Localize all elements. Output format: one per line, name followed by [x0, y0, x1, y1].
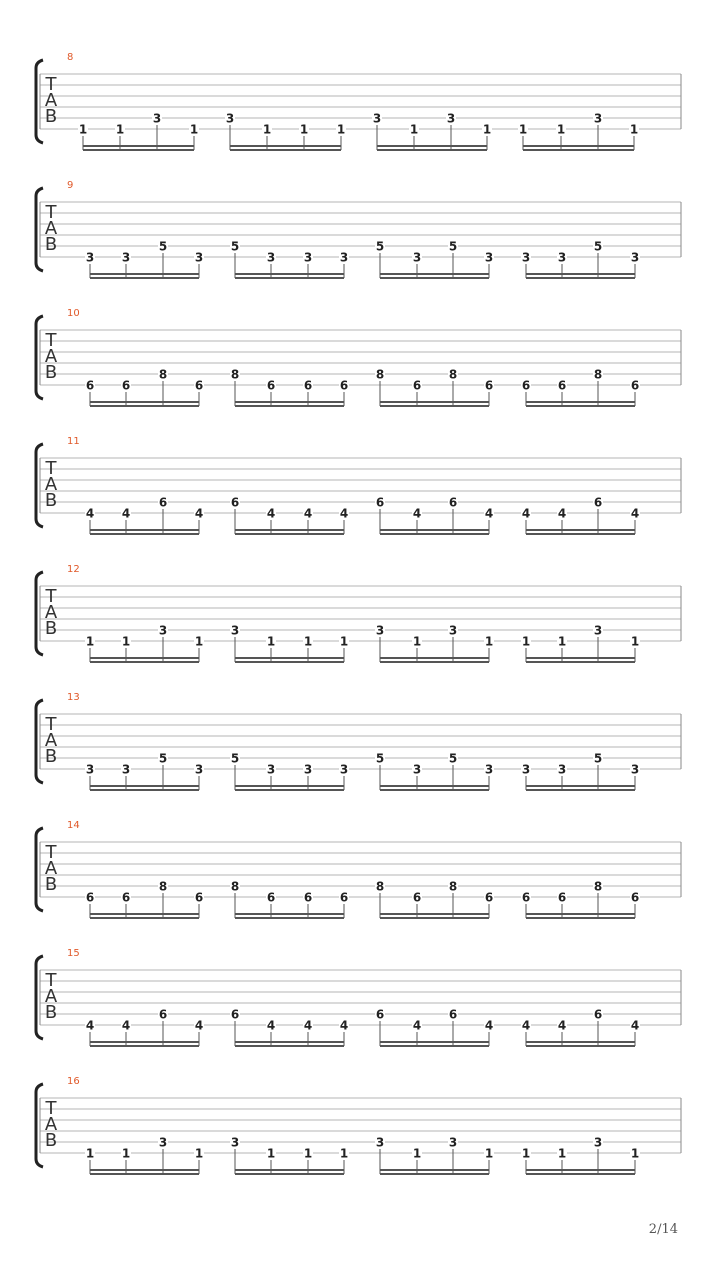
fret-number: 6: [85, 890, 95, 905]
fret-number: 6: [557, 890, 567, 905]
fret-number: 1: [484, 634, 494, 649]
fret-number: 4: [630, 1018, 640, 1033]
fret-number: 4: [266, 506, 276, 521]
fret-number: 5: [593, 751, 603, 766]
fret-number: 3: [375, 623, 385, 638]
fret-number: 6: [557, 378, 567, 393]
fret-number: 8: [375, 367, 385, 382]
tab-clef-t: T: [45, 842, 57, 863]
fret-number: 4: [121, 1018, 131, 1033]
fret-number: 4: [303, 506, 313, 521]
tab-clef-a: A: [44, 346, 58, 367]
fret-number: 3: [194, 762, 204, 777]
fret-number: 6: [121, 890, 131, 905]
fret-number: 1: [303, 634, 313, 649]
tab-clef-b: B: [44, 618, 58, 639]
fret-number: 6: [339, 890, 349, 905]
tab-clef-b: B: [44, 746, 58, 767]
fret-number: 6: [448, 495, 458, 510]
fret-number: 6: [194, 890, 204, 905]
fret-number: 5: [448, 751, 458, 766]
fret-number: 1: [557, 634, 567, 649]
fret-number: 3: [339, 762, 349, 777]
tab-clef-b: B: [44, 490, 58, 511]
fret-number: 4: [194, 1018, 204, 1033]
fret-number: 1: [412, 634, 422, 649]
fret-number: 1: [85, 1146, 95, 1161]
measure-number: 12: [67, 564, 80, 575]
fret-number: 4: [339, 1018, 349, 1033]
fret-number: 6: [121, 378, 131, 393]
fret-number: 8: [375, 879, 385, 894]
measure-number: 11: [67, 436, 80, 447]
tab-clef-b: B: [44, 106, 58, 127]
tab-clef-b: B: [44, 1130, 58, 1151]
fret-number: 6: [158, 1007, 168, 1022]
tab-system: [0, 694, 720, 794]
fret-number: 6: [521, 378, 531, 393]
tab-clef-a: A: [44, 1114, 58, 1135]
fret-number: 5: [375, 751, 385, 766]
fret-number: 6: [630, 890, 640, 905]
fret-number: 3: [372, 111, 382, 126]
fret-number: 3: [557, 250, 567, 265]
fret-number: 6: [412, 378, 422, 393]
fret-number: 6: [375, 1007, 385, 1022]
fret-number: 6: [194, 378, 204, 393]
fret-number: 6: [230, 1007, 240, 1022]
fret-number: 3: [593, 1135, 603, 1150]
fret-number: 6: [266, 378, 276, 393]
fret-number: 3: [303, 250, 313, 265]
measure-number: 15: [67, 948, 80, 959]
fret-number: 5: [230, 239, 240, 254]
tab-clef-a: A: [44, 986, 58, 1007]
fret-number: 1: [630, 1146, 640, 1161]
fret-number: 4: [630, 506, 640, 521]
fret-number: 3: [230, 623, 240, 638]
fret-number: 6: [412, 890, 422, 905]
fret-number: 3: [484, 250, 494, 265]
fret-number: 1: [303, 1146, 313, 1161]
tab-clef-b: B: [44, 362, 58, 383]
fret-number: 1: [299, 122, 309, 137]
fret-number: 8: [593, 367, 603, 382]
fret-number: 1: [518, 122, 528, 137]
fret-number: 3: [521, 762, 531, 777]
fret-number: 3: [630, 762, 640, 777]
tab-clef-t: T: [45, 330, 57, 351]
tab-clef-t: T: [45, 586, 57, 607]
fret-number: 5: [158, 239, 168, 254]
fret-number: 5: [593, 239, 603, 254]
measure-number: 8: [67, 52, 74, 63]
tab-clef-a: A: [44, 474, 58, 495]
fret-number: 1: [266, 1146, 276, 1161]
fret-number: 1: [336, 122, 346, 137]
tab-clef-t: T: [45, 970, 57, 991]
fret-number: 1: [484, 1146, 494, 1161]
fret-number: 1: [262, 122, 272, 137]
fret-number: 1: [557, 1146, 567, 1161]
fret-number: 3: [593, 623, 603, 638]
fret-number: 6: [448, 1007, 458, 1022]
fret-number: 3: [303, 762, 313, 777]
tab-system: [0, 54, 720, 154]
fret-number: 6: [630, 378, 640, 393]
tab-clef-t: T: [45, 1098, 57, 1119]
fret-number: 4: [85, 1018, 95, 1033]
tab-clef-a: A: [44, 602, 58, 623]
fret-number: 1: [339, 634, 349, 649]
fret-number: 3: [85, 250, 95, 265]
fret-number: 4: [339, 506, 349, 521]
fret-number: 1: [412, 1146, 422, 1161]
fret-number: 3: [152, 111, 162, 126]
fret-number: 3: [158, 1135, 168, 1150]
fret-number: 4: [521, 506, 531, 521]
tab-system: [0, 950, 720, 1050]
fret-number: 1: [194, 634, 204, 649]
fret-number: 3: [521, 250, 531, 265]
fret-number: 3: [593, 111, 603, 126]
fret-number: 6: [593, 495, 603, 510]
fret-number: 3: [225, 111, 235, 126]
fret-number: 1: [521, 1146, 531, 1161]
fret-number: 4: [121, 506, 131, 521]
fret-number: 6: [158, 495, 168, 510]
tab-system: [0, 182, 720, 282]
measure-number: 14: [67, 820, 80, 831]
fret-number: 6: [375, 495, 385, 510]
fret-number: 4: [303, 1018, 313, 1033]
fret-number: 4: [557, 1018, 567, 1033]
fret-number: 8: [230, 879, 240, 894]
fret-number: 1: [121, 1146, 131, 1161]
measure-number: 9: [67, 180, 74, 191]
fret-number: 5: [448, 239, 458, 254]
tab-system: [0, 822, 720, 922]
fret-number: 1: [78, 122, 88, 137]
fret-number: 6: [303, 378, 313, 393]
fret-number: 6: [484, 890, 494, 905]
tab-system: [0, 1078, 720, 1178]
fret-number: 6: [339, 378, 349, 393]
tab-clef-a: A: [44, 218, 58, 239]
fret-number: 1: [115, 122, 125, 137]
fret-number: 4: [412, 506, 422, 521]
fret-number: 1: [409, 122, 419, 137]
page-number: 2/14: [648, 1222, 678, 1237]
fret-number: 1: [521, 634, 531, 649]
fret-number: 3: [484, 762, 494, 777]
fret-number: 6: [593, 1007, 603, 1022]
fret-number: 1: [629, 122, 639, 137]
fret-number: 3: [158, 623, 168, 638]
tab-clef-a: A: [44, 858, 58, 879]
tab-clef-a: A: [44, 90, 58, 111]
fret-number: 8: [230, 367, 240, 382]
fret-number: 6: [521, 890, 531, 905]
tab-clef-a: A: [44, 730, 58, 751]
fret-number: 3: [630, 250, 640, 265]
fret-number: 3: [85, 762, 95, 777]
fret-number: 4: [194, 506, 204, 521]
fret-number: 5: [375, 239, 385, 254]
fret-number: 1: [339, 1146, 349, 1161]
tab-clef-b: B: [44, 234, 58, 255]
fret-number: 4: [484, 506, 494, 521]
fret-number: 3: [266, 762, 276, 777]
fret-number: 1: [85, 634, 95, 649]
fret-number: 6: [266, 890, 276, 905]
fret-number: 8: [448, 367, 458, 382]
fret-number: 1: [630, 634, 640, 649]
fret-number: 3: [557, 762, 567, 777]
fret-number: 4: [521, 1018, 531, 1033]
tab-clef-t: T: [45, 714, 57, 735]
tab-clef-t: T: [45, 74, 57, 95]
fret-number: 4: [557, 506, 567, 521]
fret-number: 6: [303, 890, 313, 905]
fret-number: 1: [482, 122, 492, 137]
tab-system: [0, 566, 720, 666]
fret-number: 3: [194, 250, 204, 265]
fret-number: 4: [85, 506, 95, 521]
fret-number: 3: [230, 1135, 240, 1150]
fret-number: 4: [412, 1018, 422, 1033]
fret-number: 5: [230, 751, 240, 766]
fret-number: 8: [448, 879, 458, 894]
fret-number: 3: [448, 623, 458, 638]
fret-number: 3: [121, 250, 131, 265]
measure-number: 16: [67, 1076, 80, 1087]
fret-number: 3: [412, 250, 422, 265]
fret-number: 1: [121, 634, 131, 649]
fret-number: 6: [85, 378, 95, 393]
fret-number: 8: [158, 367, 168, 382]
fret-number: 3: [446, 111, 456, 126]
tab-system: [0, 438, 720, 538]
fret-number: 3: [448, 1135, 458, 1150]
fret-number: 1: [556, 122, 566, 137]
fret-number: 8: [593, 879, 603, 894]
fret-number: 6: [230, 495, 240, 510]
measure-number: 10: [67, 308, 80, 319]
fret-number: 3: [266, 250, 276, 265]
tab-clef-b: B: [44, 1002, 58, 1023]
fret-number: 5: [158, 751, 168, 766]
fret-number: 6: [484, 378, 494, 393]
fret-number: 1: [189, 122, 199, 137]
fret-number: 1: [194, 1146, 204, 1161]
fret-number: 8: [158, 879, 168, 894]
fret-number: 4: [484, 1018, 494, 1033]
tab-clef-t: T: [45, 202, 57, 223]
fret-number: 3: [339, 250, 349, 265]
tab-clef-b: B: [44, 874, 58, 895]
tab-system: [0, 310, 720, 410]
fret-number: 3: [121, 762, 131, 777]
fret-number: 3: [412, 762, 422, 777]
fret-number: 1: [266, 634, 276, 649]
tab-clef-t: T: [45, 458, 57, 479]
measure-number: 13: [67, 692, 80, 703]
fret-number: 4: [266, 1018, 276, 1033]
fret-number: 3: [375, 1135, 385, 1150]
